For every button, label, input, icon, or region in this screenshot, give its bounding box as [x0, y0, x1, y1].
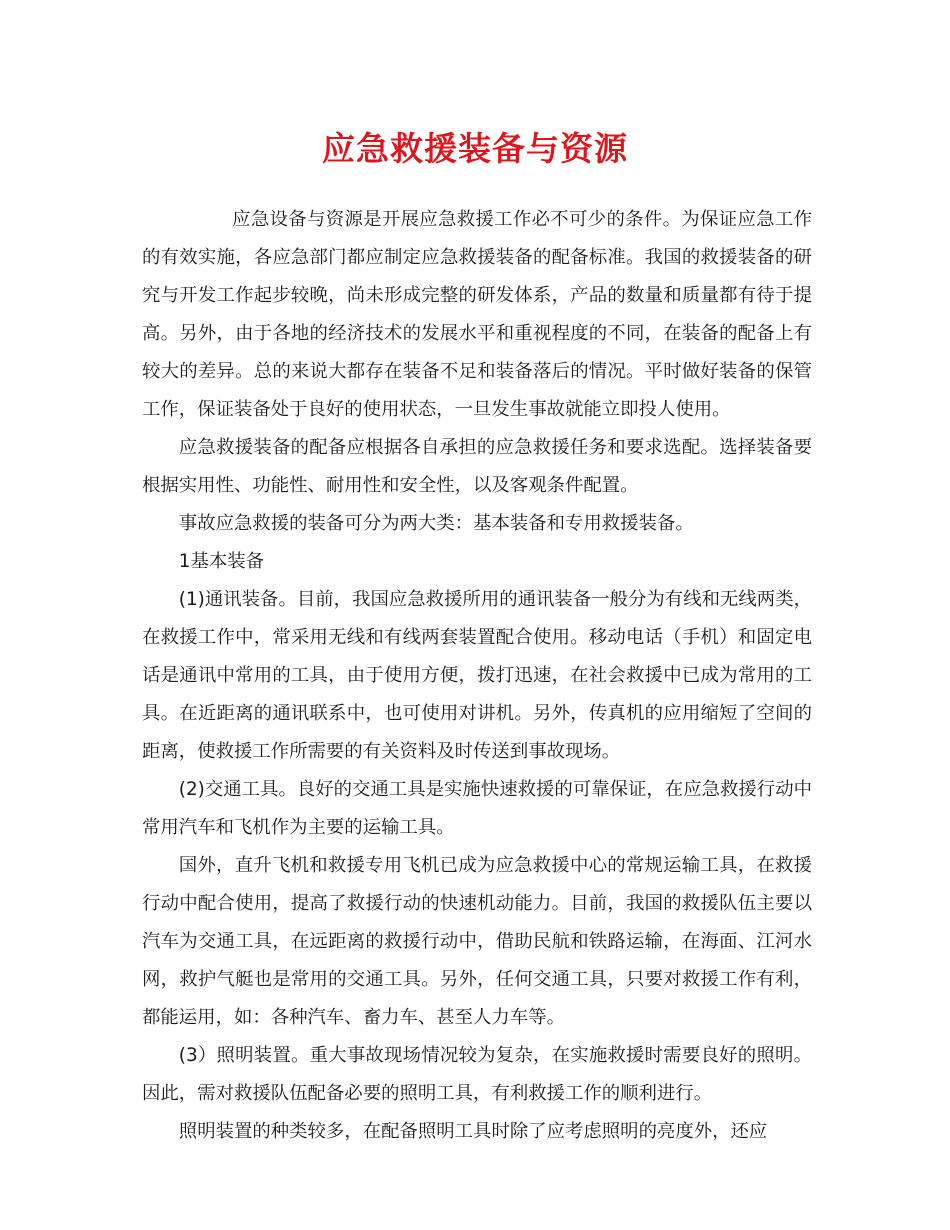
paragraph-transportation: (2)交通工具。良好的交通工具是实施快速救援的可靠保证，在应急救援行动中常用汽车和飞机作为主要的运输工具。	[142, 779, 812, 838]
paragraph-equipment-selection: 应急救援装备的配备应根据各自承担的应急救援任务和要求选配。选择装备要根据实用性、功能性、耐用性和安全性，以及客观条件配置。	[142, 437, 812, 496]
paragraph-lighting-types: 照明装置的种类较多，在配备照明工具时除了应考虑照明的亮度外，还应	[178, 1121, 768, 1142]
paragraph-communication-equipment: (1)通讯装备。目前，我国应急救援所用的通讯装备一般分为有线和无线两类，在救援工作中，常采用无线和有线两套装置配合使用。移动电话（手机）和固定电话是通讯中常用的工具，由于使用方便，拨打迅速，在社会救援中已成为常用的工具。在近距离的通讯联系中，也可使用对讲机。另外，传真机的应用缩短了空间的距离，使救援工作所需要的有关资料及时传送到事故现场。	[142, 589, 812, 762]
paragraph-intro: 应急设备与资源是开展应急救援工作必不可少的条件。为保证应急工作的有效实施，各应急部门都应制定应急救援装备的配备标准。我国的救援装备的研究与开发工作起步较晚，尚未形成完整的研发体系，产品的数量和质量都有待于提高。另外，由于各地的经济技术的发展水平和重视程度的不同，在装备的配备上有较大的差异。总的来说大都存在装备不足和装备落后的情况。平时做好装备的保管工作，保证装备处于良好的使用状态，一旦发生事故就能立即投人使用。	[142, 209, 812, 420]
paragraph-foreign-transport: 国外，直升飞机和救援专用飞机已成为应急救援中心的常规运输工具，在救援行动中配合使用，提高了救援行动的快速机动能力。目前，我国的救援队伍主要以汽车为交通工具，在远距离的救援行动中，借助民航和铁路运输，在海面、江河水网，救护气艇也是常用的交通工具。另外，任何交通工具，只要对救援工作有利，都能运用，如：各种汽车、畜力车、甚至人力车等。	[142, 855, 812, 1028]
document-title: 应急救援装备与资源	[322, 129, 628, 168]
section-heading-basic-equipment: 1基本装备	[178, 551, 265, 572]
document-body	[142, 201, 812, 1151]
paragraph-equipment-categories: 事故应急救援的装备可分为两大类：基本装备和专用救援装备。	[178, 513, 694, 534]
paragraph-lighting: (3）照明装置。重大事故现场情况较为复杂，在实施救援时需要良好的照明。因此，需对救援队伍配备必要的照明工具，有利救援工作的顺利进行。	[142, 1045, 812, 1104]
